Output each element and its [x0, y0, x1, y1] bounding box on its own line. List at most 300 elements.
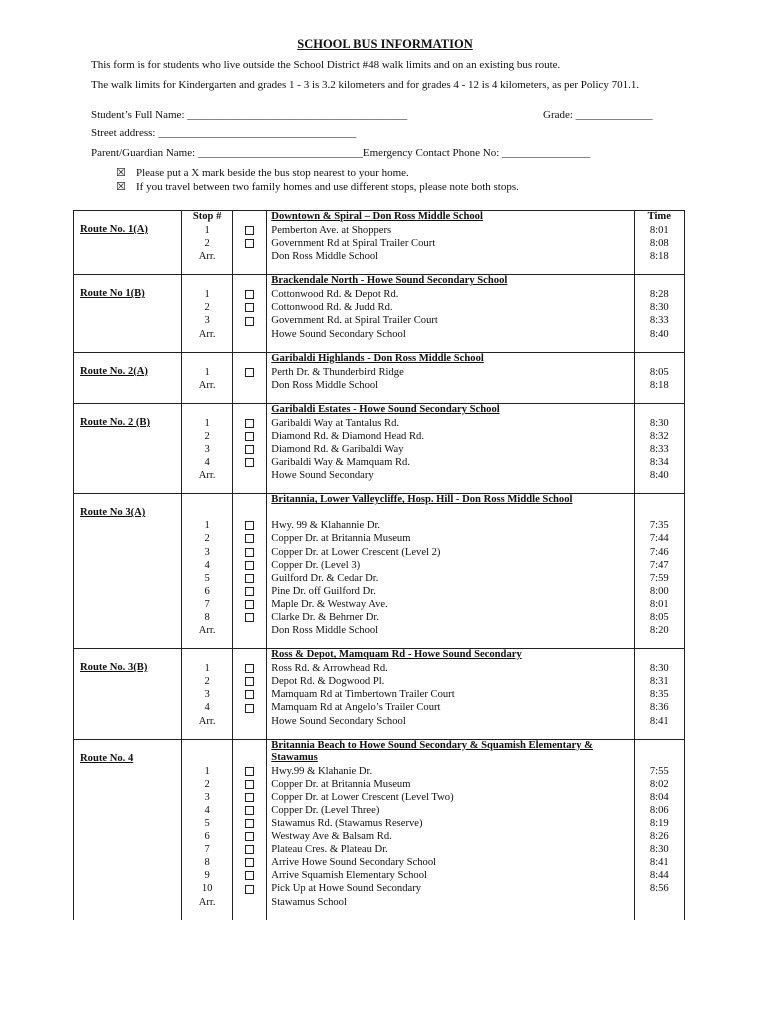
- stop-description: Perth Dr. & Thunderbird Ridge: [271, 366, 404, 378]
- stop-description: Maple Dr. & Westway Ave.: [271, 598, 388, 610]
- stop-checkbox[interactable]: [245, 574, 254, 583]
- instruction-text: If you travel between two family homes and use different stops, please note both stops.: [136, 181, 519, 193]
- stop-times: [634, 403, 684, 493]
- stop-checkbox-cell: [233, 675, 266, 688]
- route-title: Britannia, Lower Valleycliffe, Hosp. Hill - Don Ross Middle School: [271, 494, 573, 506]
- stop-checkbox-cell: [233, 611, 266, 624]
- stop-description: Howe Sound Secondary School: [271, 328, 406, 340]
- header-spacer: [635, 275, 684, 288]
- stop-description: Ross Rd. & Arrowhead Rd.: [271, 663, 388, 675]
- stop-checkbox-cell: [233, 688, 266, 701]
- stop-number: 3: [204, 546, 210, 558]
- stop-times: [634, 211, 684, 275]
- stop-time: 7:59: [649, 572, 669, 584]
- stop-number: 1: [204, 225, 210, 236]
- stop-number: 4: [204, 804, 210, 816]
- stop-checkbox-cell: [233, 856, 266, 869]
- stop-checkbox-cell: [233, 546, 266, 559]
- stop-number: 5: [204, 818, 210, 829]
- stop-description: Don Ross Middle School: [271, 379, 379, 391]
- stop-description: Don Ross Middle School: [271, 251, 379, 263]
- row-padding: [233, 909, 266, 920]
- stop-checkbox[interactable]: [245, 445, 254, 454]
- stop-time: 8:26: [649, 831, 669, 843]
- stop-description: Copper Dr. at Britannia Museum: [271, 778, 411, 790]
- grade-field[interactable]: Grade: ______________: [543, 109, 653, 121]
- stop-time: 8:18: [649, 379, 669, 391]
- stop-description: Mamquam Rd at Timbertown Trailer Court: [271, 689, 455, 701]
- stop-number: 2: [204, 238, 210, 250]
- intro-text: This form is for students who live outside the School District #48 walk limits and on an existing bus route.: [91, 59, 561, 71]
- stop-checkbox-cell: [233, 417, 266, 430]
- stop-checkbox[interactable]: [245, 832, 254, 841]
- stop-number: 2: [204, 778, 210, 790]
- stop-description: Copper Dr. (Level Three): [271, 804, 380, 816]
- parent-guardian-field[interactable]: Parent/Guardian Name: ______________________________Emergency Contact Phone No: ________________: [91, 147, 591, 159]
- stop-description: Government Rd. at Spiral Trailer Court: [271, 315, 438, 327]
- stop-checkboxes: [232, 403, 266, 493]
- row-padding: [182, 728, 231, 739]
- header-spacer: [182, 649, 231, 662]
- stop-number: Arr.: [198, 715, 216, 727]
- stop-number: 10: [201, 883, 213, 895]
- route-name: [74, 352, 182, 403]
- stop-description: Howe Sound Secondary School: [271, 715, 406, 727]
- route-title: Downtown & Spiral – Don Ross Middle School: [271, 211, 483, 222]
- route-title: Garibaldi Estates - Howe Sound Secondary School: [271, 403, 500, 415]
- stop-time: 8:08: [649, 238, 669, 250]
- row-padding: [182, 909, 231, 920]
- stop-time: 8:30: [649, 844, 669, 856]
- stop-description: Diamond Rd. & Garibaldi Way: [271, 444, 404, 456]
- header-spacer: [233, 740, 266, 765]
- stop-time: 8:30: [649, 417, 669, 429]
- time-column-header: Time: [647, 211, 671, 222]
- stop-checkbox-cell: [233, 804, 266, 817]
- stop-checkbox[interactable]: [245, 239, 254, 248]
- stop-checkbox[interactable]: [245, 458, 254, 467]
- street-address-field[interactable]: Street address: ____________________________________: [91, 127, 357, 139]
- route-name-label: Route No 3(A): [80, 507, 146, 519]
- stop-checkbox[interactable]: [245, 290, 254, 299]
- stop-description: Cottonwood Rd. & Depot Rd.: [271, 289, 399, 301]
- row-padding: [635, 728, 684, 739]
- stop-descriptions: [267, 275, 634, 352]
- row-padding: [233, 728, 266, 739]
- stop-descriptions: [267, 649, 634, 739]
- header-spacer: [233, 275, 266, 288]
- row-padding: [233, 482, 266, 493]
- walk-limits-text: The walk limits for Kindergarten and grades 1 - 3 is 3.2 kilometers and for grades 4 - 12 is 4 kilometers, as per Policy 701.1.: [91, 79, 640, 91]
- stop-checkboxes: [232, 352, 266, 403]
- stop-checkboxes: [232, 494, 266, 649]
- stop-numbers: [182, 494, 232, 649]
- row-padding: [271, 341, 633, 352]
- route-row: [74, 403, 685, 493]
- stop-checkbox-cell: [233, 662, 266, 675]
- stop-checkbox[interactable]: [245, 600, 254, 609]
- stop-number: Arr.: [198, 379, 216, 391]
- stop-description: Westway Ave & Balsam Rd.: [271, 831, 392, 843]
- header-spacer: [635, 404, 684, 417]
- stop-description: Guilford Dr. & Cedar Dr.: [271, 572, 379, 584]
- route-name-label: Route No. 2(A): [80, 365, 148, 377]
- stop-checkbox[interactable]: [245, 613, 254, 622]
- header-spacer: [182, 494, 231, 519]
- stop-number: 3: [204, 444, 210, 456]
- stop-checkbox-cell: [233, 288, 266, 301]
- stop-checkbox[interactable]: [245, 885, 254, 894]
- stop-number: 8: [204, 857, 210, 869]
- stop-time: 8:28: [649, 289, 669, 301]
- stop-number: 2: [204, 676, 210, 688]
- stop-checkbox-cell: [233, 778, 266, 791]
- stop-description: Plateau Cres. & Plateau Dr.: [271, 844, 388, 856]
- stop-checkbox-cell: [233, 366, 266, 379]
- route-title: Brackendale North - Howe Sound Secondary School: [271, 275, 508, 287]
- bus-routes-table: [73, 210, 685, 920]
- row-padding: [182, 263, 231, 274]
- stop-checkbox[interactable]: [245, 303, 254, 312]
- stop-number: 3: [204, 689, 210, 701]
- stop-checkboxes: [232, 739, 266, 920]
- stop-time: 8:19: [649, 818, 669, 829]
- stop-checkbox-cell: [233, 572, 266, 585]
- stop-time: 8:30: [649, 302, 669, 314]
- row-padding: [233, 392, 266, 403]
- stop-checkbox-cell: [233, 559, 266, 572]
- stop-time: 8:00: [649, 585, 669, 597]
- stop-description: Depot Rd. & Dogwood Pl.: [271, 676, 385, 688]
- stop-checkbox[interactable]: [245, 871, 254, 880]
- stop-number: 9: [204, 870, 210, 882]
- stop-number: 4: [204, 559, 210, 571]
- route-name-label: Route No. 1(A): [80, 224, 148, 235]
- route-name: [74, 494, 182, 649]
- route-row: [74, 649, 685, 739]
- stop-time: 8:40: [649, 470, 669, 482]
- header-spacer: [182, 353, 231, 366]
- header-spacer: [233, 404, 266, 417]
- header-spacer: [635, 740, 684, 765]
- stop-number: 4: [204, 702, 210, 714]
- row-padding: [271, 909, 633, 920]
- stop-description: Hwy.99 & Klahanie Dr.: [271, 765, 373, 777]
- route-name-label: Route No. 4: [80, 752, 134, 764]
- stop-description: Howe Sound Secondary: [271, 470, 374, 482]
- row-padding: [233, 637, 266, 648]
- stop-checkbox[interactable]: [245, 419, 254, 428]
- row-padding: [635, 341, 684, 352]
- stop-time: 8:35: [649, 689, 669, 701]
- stop-checkbox-cell: [233, 715, 266, 728]
- route-title: Garibaldi Highlands - Don Ross Middle School: [271, 352, 484, 364]
- route-name-label: Route No. 3(B): [80, 662, 148, 674]
- route-title: Ross & Depot, Mamquam Rd - Howe Sound Secondary: [271, 649, 522, 661]
- stop-description: Stawamus School: [271, 896, 347, 908]
- route-row: [74, 494, 685, 649]
- stop-time: 8:30: [649, 663, 669, 675]
- row-padding: [635, 482, 684, 493]
- stop-numbers: [182, 211, 232, 275]
- stop-number: 1: [204, 765, 210, 777]
- stop-checkbox[interactable]: [245, 858, 254, 867]
- stop-times: [634, 494, 684, 649]
- stop-times: [634, 649, 684, 739]
- header-spacer: [233, 211, 266, 224]
- stop-time: 8:41: [649, 857, 669, 869]
- stop-time: 7:55: [649, 765, 669, 777]
- stop-checkbox-cell: [233, 328, 266, 341]
- stop-checkbox-cell: [233, 624, 266, 637]
- row-padding: [233, 263, 266, 274]
- row-padding: [182, 637, 231, 648]
- stop-description: Copper Dr. at Lower Crescent (Level Two): [271, 791, 454, 803]
- stop-checkbox[interactable]: [245, 845, 254, 854]
- stop-checkboxes: [232, 649, 266, 739]
- stop-number: 1: [204, 289, 210, 301]
- stop-checkbox-cell: [233, 882, 266, 895]
- route-name: [74, 739, 182, 920]
- stop-times: [634, 739, 684, 920]
- stop-checkbox[interactable]: [245, 561, 254, 570]
- stop-number: Arr.: [198, 470, 216, 482]
- stop-time: 8:44: [649, 870, 669, 882]
- stop-number: 1: [204, 663, 210, 675]
- row-padding: [271, 263, 633, 274]
- stop-number: 7: [204, 844, 210, 856]
- stop-checkbox[interactable]: [245, 806, 254, 815]
- stop-time: 8:05: [649, 611, 669, 623]
- stop-number: 5: [204, 572, 210, 584]
- stop-number: 6: [204, 831, 210, 843]
- row-padding: [635, 909, 684, 920]
- stop-checkbox-cell: [233, 301, 266, 314]
- stop-description: Arrive Howe Sound Secondary School: [271, 857, 437, 869]
- row-padding: [233, 341, 266, 352]
- stop-time: 7:35: [649, 520, 669, 532]
- header-spacer: [182, 404, 231, 417]
- stop-checkbox[interactable]: [245, 767, 254, 776]
- stop-checkbox-cell: [233, 843, 266, 856]
- stop-time: 8:04: [649, 791, 669, 803]
- stop-checkbox-cell: [233, 869, 266, 882]
- stop-numbers: [182, 403, 232, 493]
- stop-description: Copper Dr. at Britannia Museum: [271, 533, 411, 545]
- stop-column-header: Stop #: [192, 211, 222, 222]
- row-padding: [635, 637, 684, 648]
- stop-number: Arr.: [198, 328, 216, 340]
- row-padding: [182, 392, 231, 403]
- stop-descriptions: [267, 739, 634, 920]
- stop-description: Copper Dr. (Level 3): [271, 559, 361, 571]
- route-row: [74, 211, 685, 275]
- row-padding: [182, 341, 231, 352]
- row-padding: [271, 482, 633, 493]
- stop-checkbox[interactable]: [245, 521, 254, 530]
- instruction-item: [116, 180, 519, 193]
- stop-description: Mamquam Rd at Angelo’s Trailer Court: [271, 702, 441, 714]
- stop-time: 8:36: [649, 702, 669, 714]
- route-name: [74, 275, 182, 352]
- stop-checkbox-cell: [233, 701, 266, 714]
- stop-descriptions: [267, 352, 634, 403]
- stop-description: Government Rd at Spiral Trailer Court: [271, 238, 436, 250]
- stop-time: 8:01: [649, 598, 669, 610]
- stop-checkbox-cell: [233, 791, 266, 804]
- stop-description: Hwy. 99 & Klahannie Dr.: [271, 520, 381, 532]
- stop-number: 3: [204, 315, 210, 327]
- stop-number: 2: [204, 430, 210, 442]
- stop-number: 6: [204, 585, 210, 597]
- stop-checkbox[interactable]: [245, 317, 254, 326]
- stop-checkbox-cell: [233, 469, 266, 482]
- stop-checkbox-cell: [233, 817, 266, 830]
- stop-time: 8:32: [649, 430, 669, 442]
- stop-number: 1: [204, 366, 210, 378]
- stop-number: Arr.: [198, 625, 216, 637]
- header-spacer: [635, 494, 684, 519]
- stop-checkbox-cell: [233, 443, 266, 456]
- stop-time: 8:56: [649, 883, 669, 895]
- stop-time: 8:01: [649, 225, 669, 236]
- route-row: [74, 739, 685, 920]
- stop-checkbox[interactable]: [245, 534, 254, 543]
- stop-number: Arr.: [198, 251, 216, 263]
- stop-checkbox-cell: [233, 314, 266, 327]
- route-name-label: Route No 1(B): [80, 288, 145, 300]
- stop-checkbox[interactable]: [245, 690, 254, 699]
- stop-times: [634, 352, 684, 403]
- stop-description: Arrive Squamish Elementary School: [271, 870, 427, 882]
- stop-time: [635, 896, 684, 909]
- stop-number: 2: [204, 302, 210, 314]
- stop-description: Garibaldi Way at Tantalus Rd.: [271, 417, 400, 429]
- route-row: [74, 275, 685, 352]
- form-title: SCHOOL BUS INFORMATION: [297, 37, 473, 51]
- stop-time: 8:33: [649, 315, 669, 327]
- header-spacer: [233, 494, 266, 519]
- stop-numbers: [182, 352, 232, 403]
- row-padding: [271, 392, 633, 403]
- stop-time: 8:20: [649, 625, 669, 637]
- stop-checkbox[interactable]: [245, 793, 254, 802]
- stop-checkbox[interactable]: [245, 664, 254, 673]
- stop-checkbox-cell: [233, 598, 266, 611]
- stop-checkbox-cell: [233, 830, 266, 843]
- stop-checkbox-cell: [233, 379, 266, 392]
- stop-checkbox[interactable]: [245, 432, 254, 441]
- stop-checkbox[interactable]: [245, 704, 254, 713]
- stop-description: Stawamus Rd. (Stawamus Reserve): [271, 818, 423, 829]
- instruction-item: [116, 166, 409, 179]
- stop-checkbox-cell: [233, 456, 266, 469]
- stop-checkbox-cell: [233, 224, 266, 237]
- stop-time: 7:47: [649, 559, 669, 571]
- stop-checkboxes: [232, 211, 266, 275]
- stop-number: 2: [204, 533, 210, 545]
- route-name: [74, 403, 182, 493]
- header-spacer: [635, 353, 684, 366]
- stop-number: Arr.: [198, 896, 216, 908]
- header-spacer: [233, 353, 266, 366]
- stop-time: 7:44: [649, 533, 669, 545]
- stop-number: 4: [204, 457, 210, 469]
- stop-number: 7: [204, 598, 210, 610]
- stop-time: 8:05: [649, 366, 669, 378]
- header-spacer: [182, 275, 231, 288]
- stop-numbers: [182, 649, 232, 739]
- stop-time: 8:40: [649, 328, 669, 340]
- route-name: [74, 211, 182, 275]
- checked-box-icon: ☒: [116, 181, 126, 193]
- stop-checkbox-cell: [233, 532, 266, 545]
- stop-time: 8:18: [649, 251, 669, 263]
- stop-time: 8:31: [649, 676, 669, 688]
- stop-checkbox-cell: [233, 585, 266, 598]
- stop-time: 7:46: [649, 546, 669, 558]
- stop-number: 3: [204, 791, 210, 803]
- stop-descriptions: [267, 403, 634, 493]
- stop-checkbox-cell: [233, 237, 266, 250]
- stop-checkbox[interactable]: [245, 587, 254, 596]
- stop-checkbox-cell: [233, 430, 266, 443]
- stop-checkbox[interactable]: [245, 368, 254, 377]
- route-row: [74, 352, 685, 403]
- stop-time: 8:33: [649, 444, 669, 456]
- instruction-text: Please put a X mark beside the bus stop nearest to your home.: [136, 167, 409, 179]
- row-padding: [635, 392, 684, 403]
- stop-checkboxes: [232, 275, 266, 352]
- stop-description: Pick Up at Howe Sound Secondary: [271, 883, 422, 895]
- stop-checkbox[interactable]: [245, 819, 254, 828]
- header-spacer: [182, 740, 231, 765]
- route-name-label: Route No. 2 (B): [80, 416, 151, 428]
- stop-checkbox[interactable]: [245, 548, 254, 557]
- route-name: [74, 649, 182, 739]
- stop-description: Garibaldi Way & Mamquam Rd.: [271, 457, 411, 469]
- stop-checkbox[interactable]: [245, 780, 254, 789]
- stop-time: 8:34: [649, 457, 669, 469]
- stop-descriptions: [267, 211, 634, 275]
- stop-time: 8:41: [649, 715, 669, 727]
- stop-number: 1: [204, 417, 210, 429]
- header-spacer: [635, 649, 684, 662]
- stop-description: Don Ross Middle School: [271, 625, 379, 637]
- stop-description: Clarke Dr. & Behrner Dr.: [271, 611, 379, 623]
- student-name-field[interactable]: Student’s Full Name: ________________________________________: [91, 109, 408, 121]
- route-title: Britannia Beach to Howe Sound Secondary & Squamish Elementary & Stawamus: [271, 739, 593, 763]
- stop-numbers: [182, 739, 232, 920]
- stop-description: Cottonwood Rd. & Judd Rd.: [271, 302, 393, 314]
- stop-time: 8:06: [649, 804, 669, 816]
- row-padding: [271, 637, 633, 648]
- stop-numbers: [182, 275, 232, 352]
- row-padding: [271, 728, 633, 739]
- stop-checkbox-cell: [233, 896, 266, 909]
- stop-checkbox[interactable]: [245, 226, 254, 235]
- stop-description: Copper Dr. at Lower Crescent (Level 2): [271, 546, 441, 558]
- stop-description: Pine Dr. off Guilford Dr.: [271, 585, 376, 597]
- stop-description: Pemberton Ave. at Shoppers: [271, 225, 392, 236]
- stop-time: 8:02: [649, 778, 669, 790]
- stop-checkbox[interactable]: [245, 677, 254, 686]
- stop-description: Diamond Rd. & Diamond Head Rd.: [271, 430, 425, 442]
- stop-checkbox-cell: [233, 519, 266, 532]
- header-spacer: [233, 649, 266, 662]
- row-padding: [182, 482, 231, 493]
- stop-checkbox-cell: [233, 250, 266, 263]
